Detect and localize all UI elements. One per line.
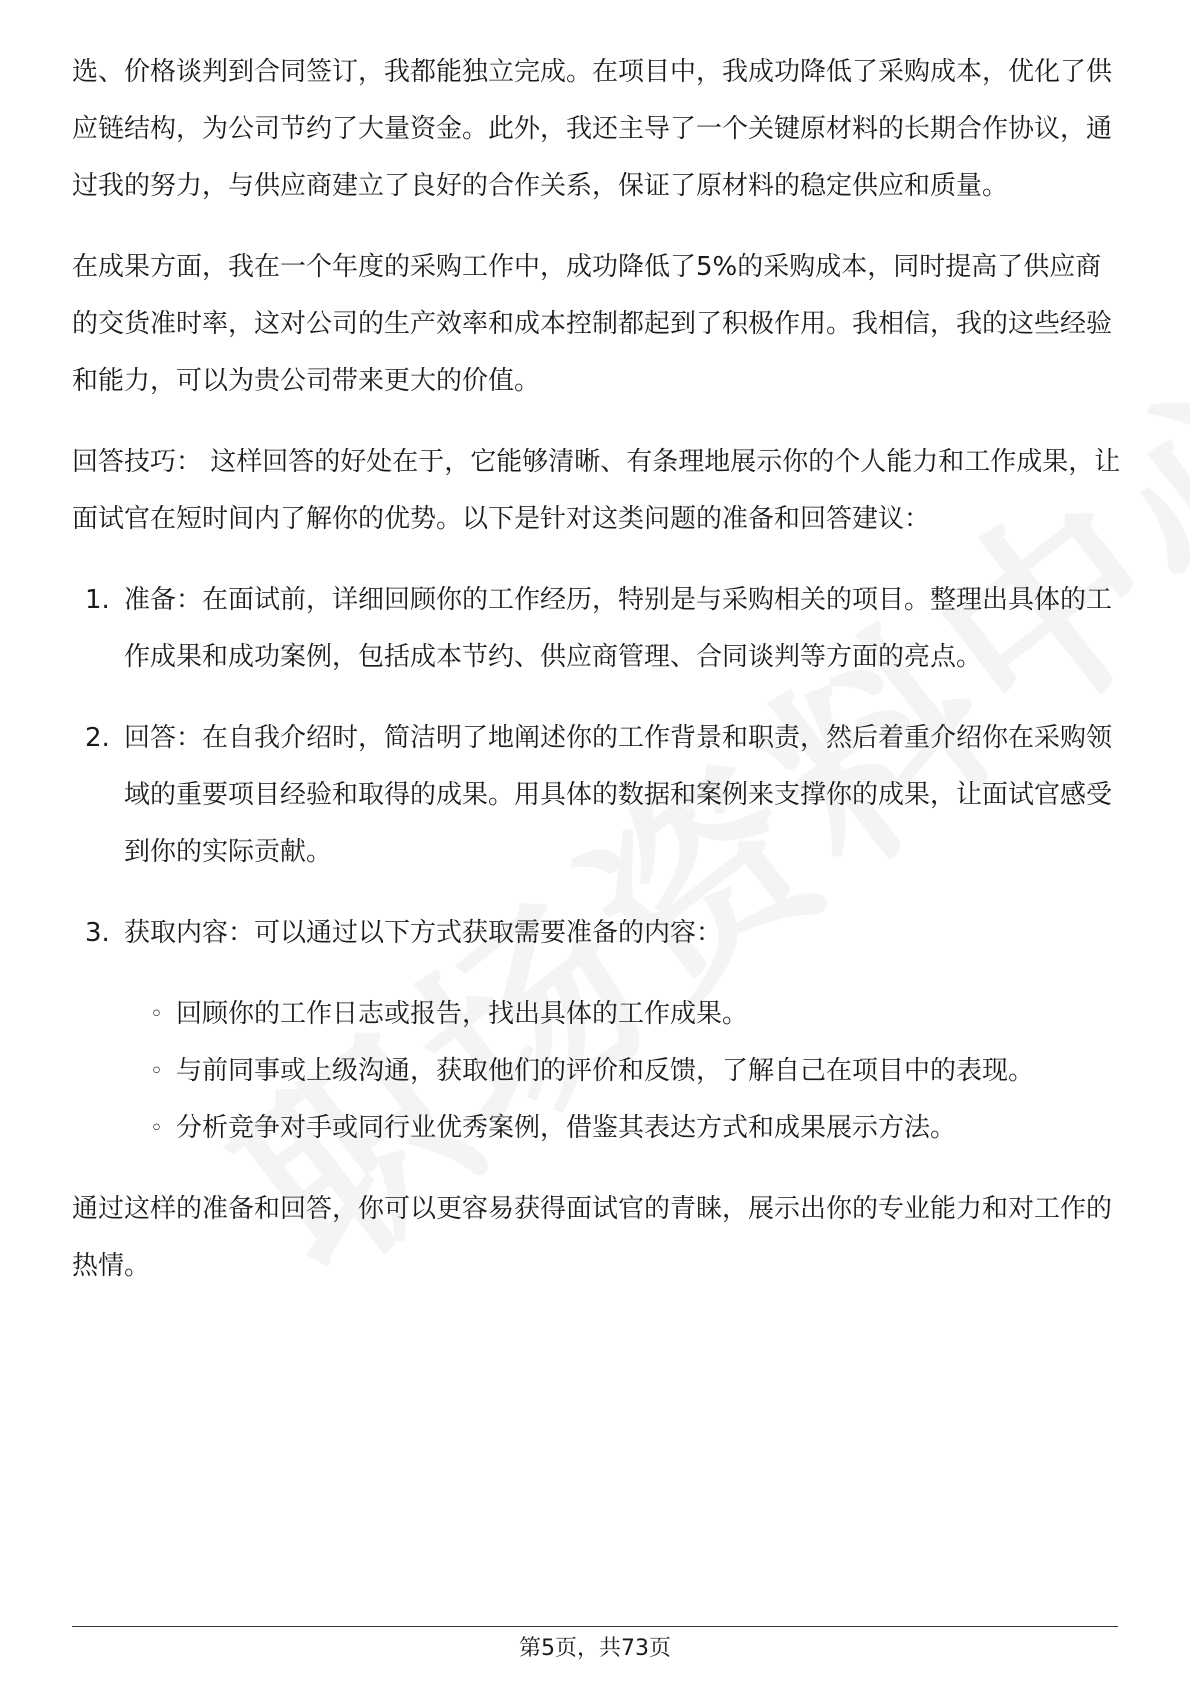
numbered-item-get-content xyxy=(72,905,1122,962)
page-number: 第5页，共73页 xyxy=(519,1636,671,1661)
bullet-item-review-logs xyxy=(72,986,1122,1043)
list-item-text: 回答：在自我介绍时，简洁明了地阐述你的工作背景和职责，然后着重介绍你在采购领域的重要项目经验和取得的成果。用具体的数据和案例来支撑你的成果，让面试官感受到你的实际贡献。 xyxy=(124,723,1113,867)
bullet-item-text: 分析竞争对手或同行业优秀案例，借鉴其表达方式和成果展示方法。 xyxy=(176,1113,957,1143)
paragraph-results: 在成果方面，我在一个年度的采购工作中，成功降低了5%的采购成本，同时提高了供应商的交货准时率，这对公司的生产效率和成本控制都起到了积极作用。我相信，我的这些经验和能力，可以为贵公司带来更大的价值。 xyxy=(72,252,1113,396)
numbered-list xyxy=(72,572,1122,962)
paragraph-closing: 通过这样的准备和回答，你可以更容易获得面试官的青睐，展示出你的专业能力和对工作的热情。 xyxy=(72,1194,1113,1281)
document-body xyxy=(72,44,1122,1319)
list-number: 2. xyxy=(85,723,110,753)
list-item-text: 获取内容：可以通过以下方式获取需要准备的内容： xyxy=(124,918,723,948)
bullet-item-analyze xyxy=(72,1100,1122,1157)
paragraph-answer-tips: 回答技巧： 这样回答的好处在于，它能够清晰、有条理地展示你的个人能力和工作成果，让面试官在短时间内了解你的优势。以下是针对这类问题的准备和回答建议： xyxy=(72,447,1121,534)
hollow-bullet-icon: ◦ xyxy=(150,1116,163,1141)
list-number: 3. xyxy=(85,918,110,948)
numbered-item-prepare xyxy=(72,572,1122,686)
hollow-bullet-icon: ◦ xyxy=(150,1059,163,1084)
footer-divider xyxy=(72,1626,1118,1627)
numbered-item-answer xyxy=(72,710,1122,881)
list-item-text: 准备：在面试前，详细回顾你的工作经历，特别是与采购相关的项目。整理出具体的工作成果和成功案例，包括成本节约、供应商管理、合同谈判等方面的亮点。 xyxy=(124,585,1113,672)
bullet-item-communicate xyxy=(72,1043,1122,1100)
bullet-item-text: 回顾你的工作日志或报告，找出具体的工作成果。 xyxy=(176,999,749,1029)
hollow-bullet-icon: ◦ xyxy=(150,1002,163,1027)
bullet-list xyxy=(72,986,1122,1157)
paragraph-experience: 选、价格谈判到合同签订，我都能独立完成。在项目中，我成功降低了采购成本，优化了供应链结构，为公司节约了大量资金。此外，我还主导了一个关键原材料的长期合作协议，通过我的努力，与供应商建立了良好的合作关系，保证了原材料的稳定供应和质量。 xyxy=(72,57,1113,201)
list-number: 1. xyxy=(85,585,110,615)
bullet-item-text: 与前同事或上级沟通，获取他们的评价和反馈，了解自己在项目中的表现。 xyxy=(176,1056,1035,1086)
